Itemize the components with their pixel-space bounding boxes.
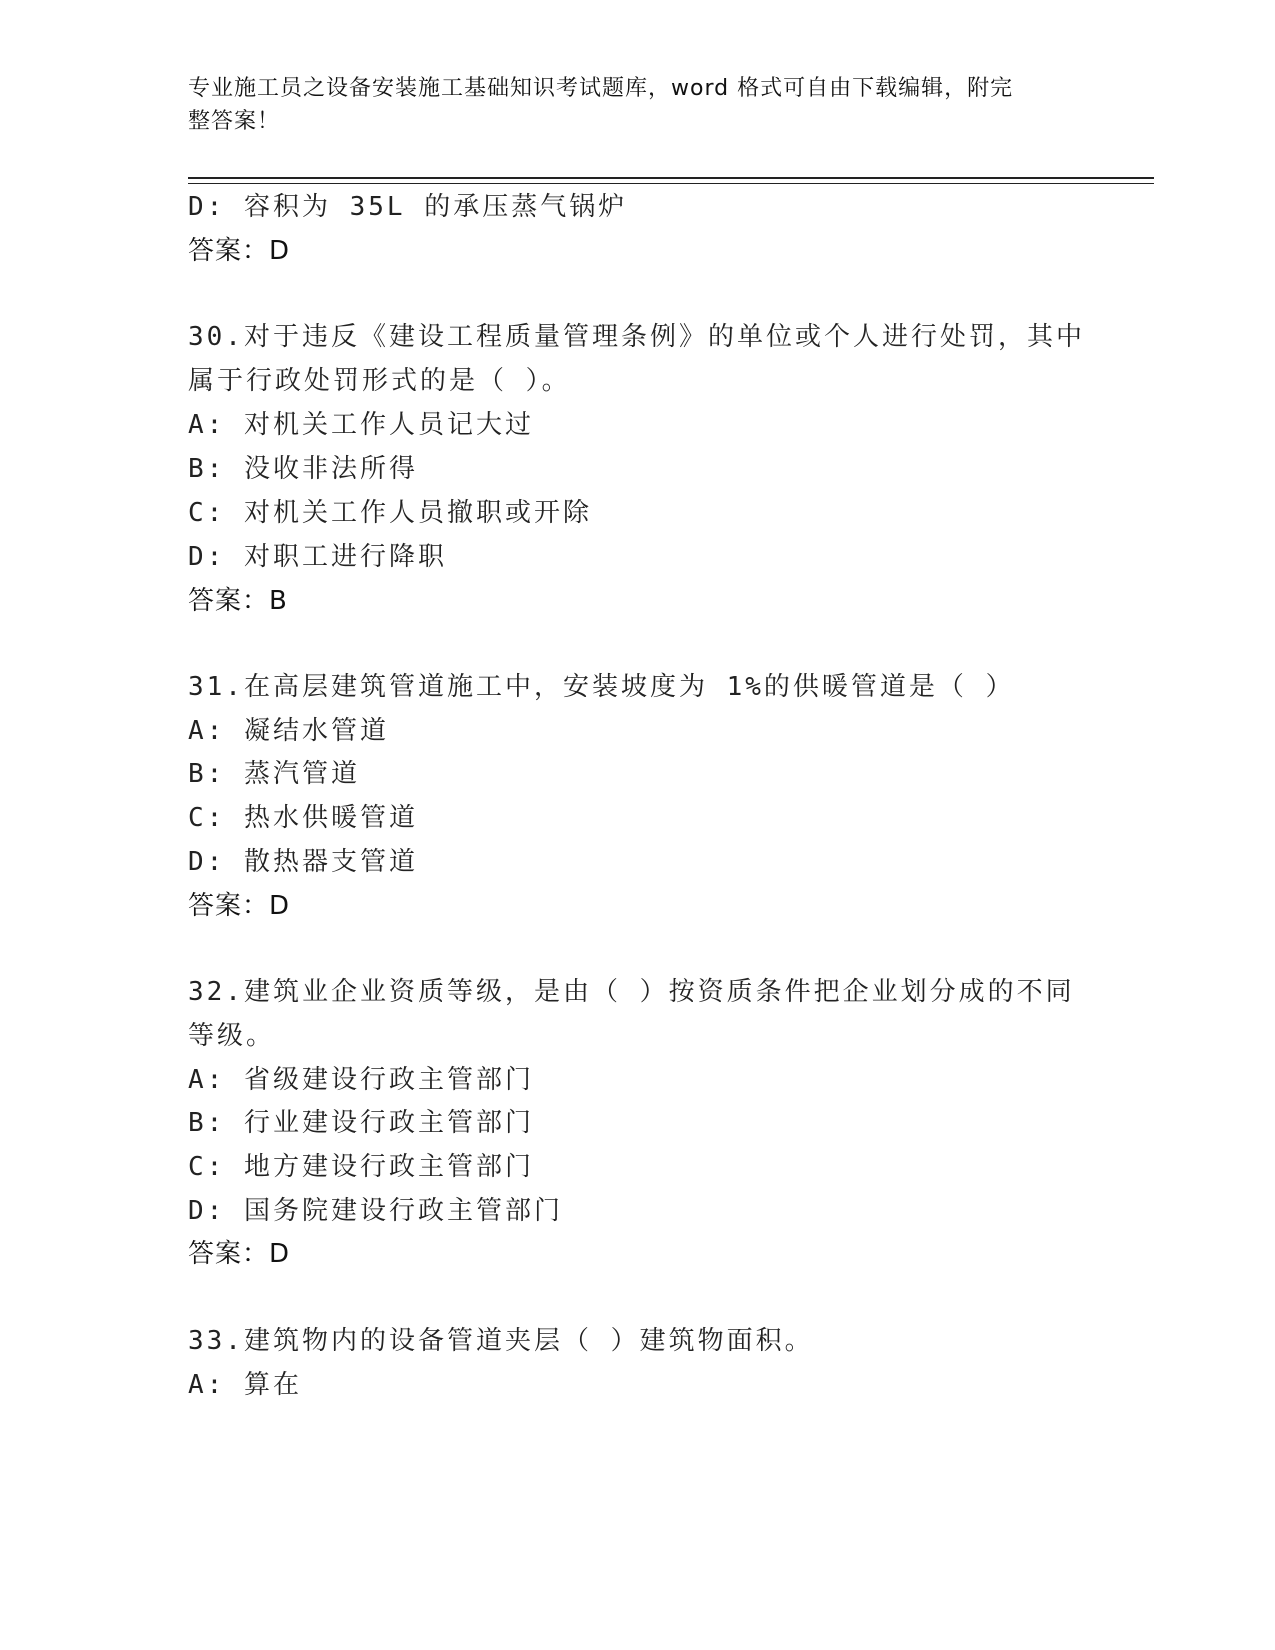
q30-option-b: B: 没收非法所得	[188, 454, 418, 484]
q32-option-c: C: 地方建设行政主管部门	[188, 1152, 534, 1182]
q30-stem-line-2: 属于行政处罚形式的是（ ）。	[188, 366, 571, 396]
q31-option-d: D: 散热器支管道	[188, 847, 418, 877]
q32-stem-line-2: 等级。	[188, 1021, 276, 1051]
q31-stem-line-1: 31.在高层建筑管道施工中，安装坡度为 1%的供暖管道是（ ）	[188, 672, 1015, 702]
q32-option-d: D: 国务院建设行政主管部门	[188, 1196, 563, 1226]
q30-option-d: D: 对职工进行降职	[188, 542, 447, 572]
q31-answer: 答案：D	[188, 891, 291, 921]
header-divider-thin	[188, 183, 1154, 184]
q30-option-a: A: 对机关工作人员记大过	[188, 410, 534, 440]
q32-stem-line-1: 32.建筑业企业资质等级，是由（ ）按资质条件把企业划分成的不同	[188, 977, 1075, 1007]
q30-stem-line-1: 30.对于违反《建设工程质量管理条例》的单位或个人进行处罚，其中	[188, 322, 1085, 352]
q32-answer: 答案：D	[188, 1239, 291, 1269]
q30-answer: 答案：B	[188, 586, 288, 616]
q31-option-a: A: 凝结水管道	[188, 716, 389, 746]
document-header	[188, 72, 1068, 138]
header-divider-thick	[188, 177, 1154, 179]
q32-option-a: A: 省级建设行政主管部门	[188, 1065, 534, 1095]
prev-option-d: D: 容积为 35L 的承压蒸气锅炉	[188, 192, 628, 222]
header-line-1: 专业施工员之设备安装施工基础知识考试题库，word 格式可自由下载编辑，附完	[188, 76, 1014, 101]
header-line-2: 整答案！	[188, 109, 281, 134]
prev-answer: 答案：D	[188, 236, 291, 266]
q31-option-b: B: 蒸汽管道	[188, 759, 360, 789]
q33-option-a: A: 算在	[188, 1370, 302, 1400]
q33-stem-line-1: 33.建筑物内的设备管道夹层（ ）建筑物面积。	[188, 1326, 814, 1356]
q32-option-b: B: 行业建设行政主管部门	[188, 1108, 534, 1138]
q30-option-c: C: 对机关工作人员撤职或开除	[188, 498, 592, 528]
q31-option-c: C: 热水供暖管道	[188, 803, 418, 833]
